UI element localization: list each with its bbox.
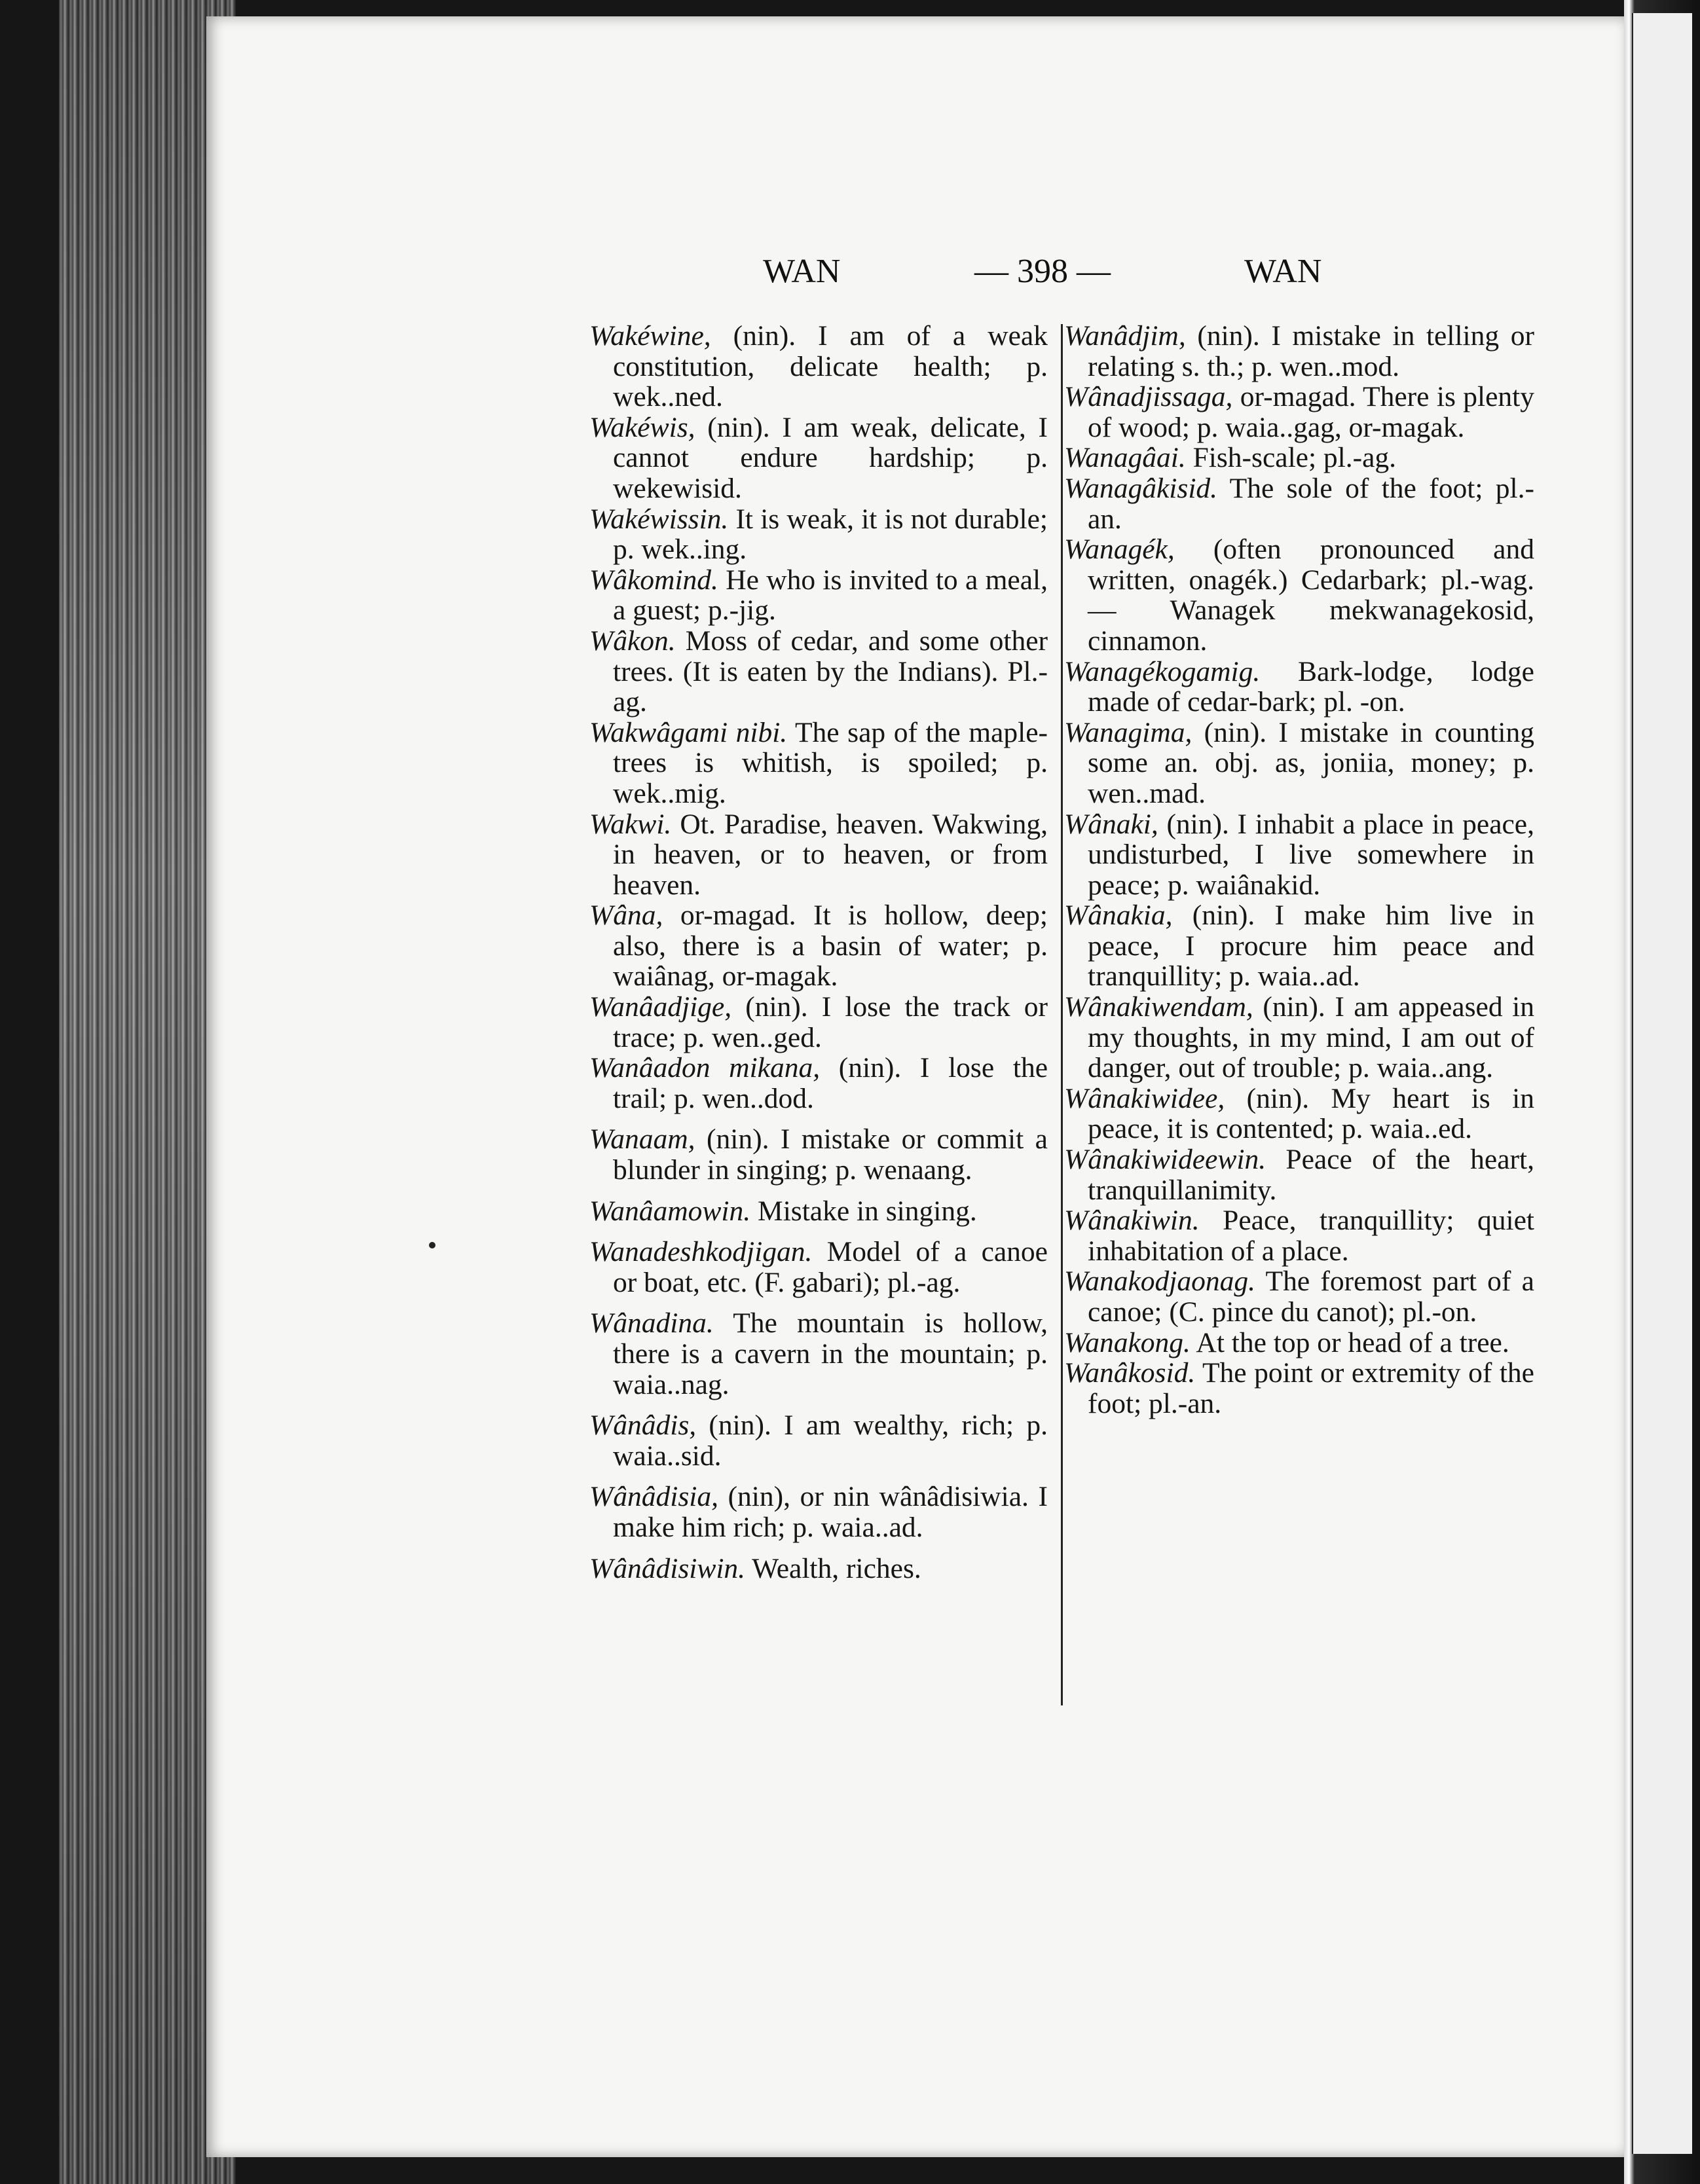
header-left-word: WAN bbox=[763, 253, 841, 290]
entry-definition: (nin). I mistake in telling or relating s. th.; p. wen..mod. bbox=[1088, 320, 1534, 382]
entry-definition: He who is invited to a meal, a guest; p.-jig. bbox=[613, 564, 1048, 627]
dictionary-entry bbox=[589, 1410, 1048, 1471]
entry-definition: Bark-lodge, lodge made of cedar-bark; pl. -on. bbox=[1088, 655, 1534, 718]
dictionary-entry bbox=[589, 1124, 1048, 1185]
entry-definition: (nin). I am appeased in my thoughts, in my mind, I am out of danger, out of trouble; p. waia..ang. bbox=[1088, 991, 1534, 1084]
entry-headword: Wanâamowin. bbox=[589, 1195, 751, 1227]
entry-definition: Fish-scale; pl.-ag. bbox=[1185, 442, 1397, 474]
entry-headword: Wânakiwin. bbox=[1064, 1205, 1200, 1237]
entry-headword: Wânâdis, bbox=[589, 1410, 697, 1442]
entry-definition: or-magad. It is hollow, deep; also, there is a basin of water; p. waiânag, or-magak. bbox=[613, 900, 1048, 992]
entry-definition: It is weak, it is not durable; p. wek..ing. bbox=[613, 503, 1048, 566]
entry-headword: Wanagâkisid. bbox=[1064, 472, 1218, 504]
adjacent-page-edge bbox=[1624, 0, 1700, 2184]
entry-headword: Wânakiwideewin. bbox=[1064, 1144, 1266, 1176]
entry-definition: Mistake in singing. bbox=[750, 1195, 977, 1227]
entry-definition: The mountain is hollow, there is a cavern in the mountain; p. waia..nag. bbox=[613, 1307, 1048, 1400]
dictionary-entry bbox=[589, 626, 1048, 718]
dictionary-entry bbox=[589, 1308, 1048, 1400]
dictionary-entry bbox=[1064, 1328, 1534, 1358]
entry-headword: Wanaam, bbox=[589, 1123, 695, 1156]
dictionary-entry bbox=[1064, 1358, 1534, 1419]
dictionary-entry bbox=[589, 321, 1048, 412]
entry-definition: (nin). My heart is in peace, it is contented; p. waia..ed. bbox=[1088, 1082, 1534, 1145]
entry-headword: Wanâdjim, bbox=[1064, 320, 1186, 352]
entry-definition: (nin). I am of a weak constitution, delicate health; p. wek..ned. bbox=[613, 320, 1048, 413]
header-right-word: WAN bbox=[1244, 253, 1322, 290]
entry-definition: The sap of the maple-trees is whitish, is spoiled; p. wek..mig. bbox=[613, 716, 1048, 809]
dictionary-entry bbox=[589, 1196, 1048, 1227]
entry-headword: Wanagima, bbox=[1064, 716, 1192, 748]
dictionary-entry bbox=[589, 565, 1048, 626]
dictionary-entry bbox=[589, 1053, 1048, 1114]
dictionary-entry bbox=[1064, 321, 1534, 382]
entry-definition: or-magad. There is plenty of wood; p. waia..gag, or-magak. bbox=[1088, 381, 1534, 443]
entry-definition: (nin), or nin wânâdisiwia. I make him rich; p. waia..ad. bbox=[613, 1481, 1048, 1543]
entry-headword: Wânakia, bbox=[1064, 900, 1173, 932]
entry-headword: Wâna, bbox=[589, 900, 663, 932]
entry-definition: Peace, tranquillity; quiet inhabitation of a place. bbox=[1088, 1205, 1534, 1267]
entry-headword: Wanâadon mikana, bbox=[589, 1052, 821, 1084]
entry-headword: Wakéwissin. bbox=[589, 503, 729, 535]
entry-headword: Wakéwis, bbox=[589, 411, 695, 443]
dictionary-entry bbox=[589, 504, 1048, 565]
entry-headword: Wakéwine, bbox=[589, 320, 711, 352]
entry-headword: Wakwi. bbox=[589, 808, 672, 840]
entry-definition: At the top or head of a tree. bbox=[1190, 1326, 1509, 1358]
dictionary-entry bbox=[1064, 473, 1534, 534]
entry-headword: Wânaki, bbox=[1064, 808, 1158, 840]
entry-headword: Wâkomind. bbox=[589, 564, 718, 596]
left-column bbox=[589, 321, 1048, 1584]
entry-headword: Wânâdisiwin. bbox=[589, 1552, 746, 1584]
dictionary-entry bbox=[1064, 992, 1534, 1083]
entry-definition: (nin). I am wealthy, rich; p. waia..sid. bbox=[613, 1410, 1048, 1472]
entry-headword: Wânakiwendam, bbox=[1064, 991, 1253, 1023]
dictionary-entry bbox=[589, 412, 1048, 504]
dictionary-entry bbox=[589, 1237, 1048, 1298]
entry-headword: Wanagék, bbox=[1064, 534, 1175, 566]
entry-definition: The point or extremity of the foot; pl.-an. bbox=[1088, 1357, 1534, 1419]
entry-definition: (nin). I make him live in peace, I procure him peace and tranquillity; p. waia..ad. bbox=[1088, 900, 1534, 992]
dictionary-entry bbox=[589, 1482, 1048, 1542]
dictionary-entry bbox=[1064, 382, 1534, 443]
entry-headword: Wânakiwidee, bbox=[1064, 1082, 1225, 1114]
column-divider bbox=[1061, 324, 1063, 1705]
entry-definition: (often pronounced and written, onagék.) Cedarbark; pl.-wag.— Wanagek mekwanagekosid, cinnamon. bbox=[1088, 534, 1534, 657]
dictionary-entry bbox=[589, 718, 1048, 809]
entry-definition: (nin). I lose the trail; p. wen..dod. bbox=[613, 1052, 1048, 1114]
entry-definition: The sole of the foot; pl.-an. bbox=[1088, 472, 1534, 535]
dictionary-entry bbox=[1064, 809, 1534, 901]
dictionary-entry bbox=[589, 1554, 1048, 1584]
entry-definition: Wealth, riches. bbox=[745, 1552, 921, 1584]
entry-definition: (nin). I mistake in counting some an. obj. as, joniia, money; p. wen..mad. bbox=[1088, 716, 1534, 809]
entry-headword: Wâkon. bbox=[589, 625, 676, 657]
entry-headword: Wanakodjaonag. bbox=[1064, 1265, 1256, 1298]
entry-headword: Wanadeshkodjigan. bbox=[589, 1236, 813, 1268]
dictionary-entry bbox=[1064, 534, 1534, 656]
dictionary-entry bbox=[1064, 657, 1534, 718]
entry-definition: (nin). I mistake or commit a blunder in singing; p. wenaang. bbox=[613, 1123, 1048, 1186]
entry-headword: Wakwâgami nibi. bbox=[589, 716, 788, 748]
entry-definition: Moss of cedar, and some other trees. (It is eaten by the Indians). Pl.-ag. bbox=[613, 625, 1048, 718]
entry-headword: Wanâadjige, bbox=[589, 991, 732, 1023]
entry-definition: The foremost part of a canoe; (C. pince du canot); pl.-on. bbox=[1088, 1265, 1534, 1328]
entry-definition: (nin). I am weak, delicate, I cannot endure hardship; p. wekewisid. bbox=[613, 411, 1048, 504]
entry-headword: Wânadjissaga, bbox=[1064, 381, 1233, 413]
dictionary-entry bbox=[1064, 1083, 1534, 1144]
entry-definition: (nin). I lose the track or trace; p. wen..ged. bbox=[613, 991, 1048, 1053]
right-column bbox=[1064, 321, 1534, 1419]
entry-definition: (nin). I inhabit a place in peace, undisturbed, I live somewhere in peace; p. waiânakid. bbox=[1088, 808, 1534, 901]
dictionary-entry bbox=[589, 900, 1048, 992]
dictionary-entry bbox=[589, 809, 1048, 901]
dictionary-entry bbox=[1064, 443, 1534, 473]
dictionary-entry bbox=[1064, 1266, 1534, 1327]
entry-definition: Ot. Paradise, heaven. Wakwing, in heaven, or to heaven, or from heaven. bbox=[613, 808, 1048, 901]
entry-definition: Peace of the heart, tranquillanimity. bbox=[1088, 1144, 1534, 1206]
entry-headword: Wanagékogamig. bbox=[1064, 655, 1261, 687]
dictionary-entry bbox=[589, 992, 1048, 1053]
dictionary-entry bbox=[1064, 900, 1534, 992]
dictionary-entry bbox=[1064, 718, 1534, 809]
entry-headword: Wânâdisia, bbox=[589, 1481, 718, 1513]
entry-headword: Wanagâai. bbox=[1064, 442, 1186, 474]
entry-headword: Wânadina. bbox=[589, 1307, 714, 1339]
entry-headword: Wanâkosid. bbox=[1064, 1357, 1196, 1389]
dictionary-entry bbox=[1064, 1144, 1534, 1205]
page-number: — 398 — bbox=[974, 253, 1111, 290]
margin-speck bbox=[429, 1242, 435, 1248]
entry-headword: Wanakong. bbox=[1064, 1326, 1191, 1358]
dictionary-entry bbox=[1064, 1205, 1534, 1266]
entry-definition: Model of a canoe or boat, etc. (F. gabari); pl.-ag. bbox=[613, 1236, 1048, 1298]
